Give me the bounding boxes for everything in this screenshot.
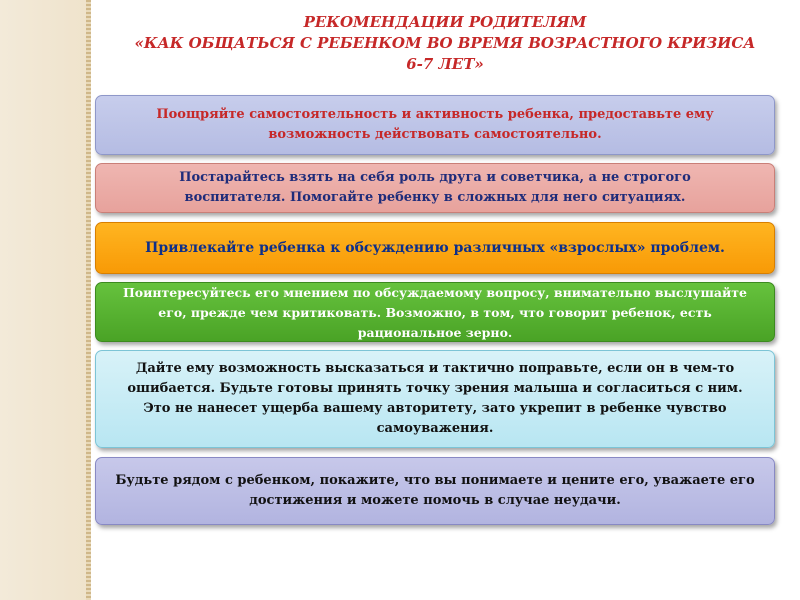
card-text-line: ошибается. Будьте готовы принять точку зрения малыша и согласиться с ним. [127, 381, 743, 396]
title-line-3: 6-7 ЛЕТ» [406, 55, 484, 73]
card-text-line: воспитателя. Помогайте ребенку в сложных для него ситуациях. [184, 190, 686, 205]
card-text-line: Это не нанесет ущерба вашему авторитету, зато укрепит в ребенке чувство [143, 401, 727, 416]
card-text-line: возможность действовать самостоятельно. [268, 127, 602, 142]
recommendation-card-2 [95, 163, 775, 213]
recommendation-card-4 [95, 282, 775, 342]
recommendation-card-6 [95, 457, 775, 525]
recommendation-card-1 [95, 95, 775, 155]
title-line-2: «КАК ОБЩАТЬСЯ С РЕБЕНКОМ ВО ВРЕМЯ ВОЗРАСТНОГО КРИЗИСА [134, 34, 756, 52]
card-text-line: Поинтересуйтесь его мнением по обсуждаемому вопросу, внимательно выслушайте [123, 285, 747, 300]
page-title [100, 12, 790, 75]
decorative-stripe [86, 0, 91, 600]
card-text-line: Постарайтесь взять на себя роль друга и советчика, а не строгого [179, 170, 691, 185]
recommendation-card-5 [95, 350, 775, 448]
card-text-line: его, прежде чем критиковать. Возможно, в том, что говорит ребенок, есть [158, 305, 712, 320]
card-text-line: Дайте ему возможность высказаться и тактично поправьте, если он в чем-то [135, 361, 735, 376]
decorative-left-band [0, 0, 86, 600]
recommendation-card-3 [95, 222, 775, 274]
card-text-line: Поощряйте самостоятельность и активность ребенка, предоставьте ему [156, 107, 714, 122]
card-text-line: достижения и можете помочь в случае неудачи. [249, 493, 621, 508]
title-line-1: РЕКОМЕНДАЦИИ РОДИТЕЛЯМ [303, 13, 587, 31]
card-text-line: рациональное зерно. [357, 325, 513, 340]
card-text-line: самоуважения. [376, 421, 494, 436]
card-text-line: Будьте рядом с ребенком, покажите, что вы понимаете и цените его, уважаете его [115, 473, 755, 488]
card-text-line: Привлекайте ребенка к обсуждению различных «взрослых» проблем. [145, 240, 725, 256]
